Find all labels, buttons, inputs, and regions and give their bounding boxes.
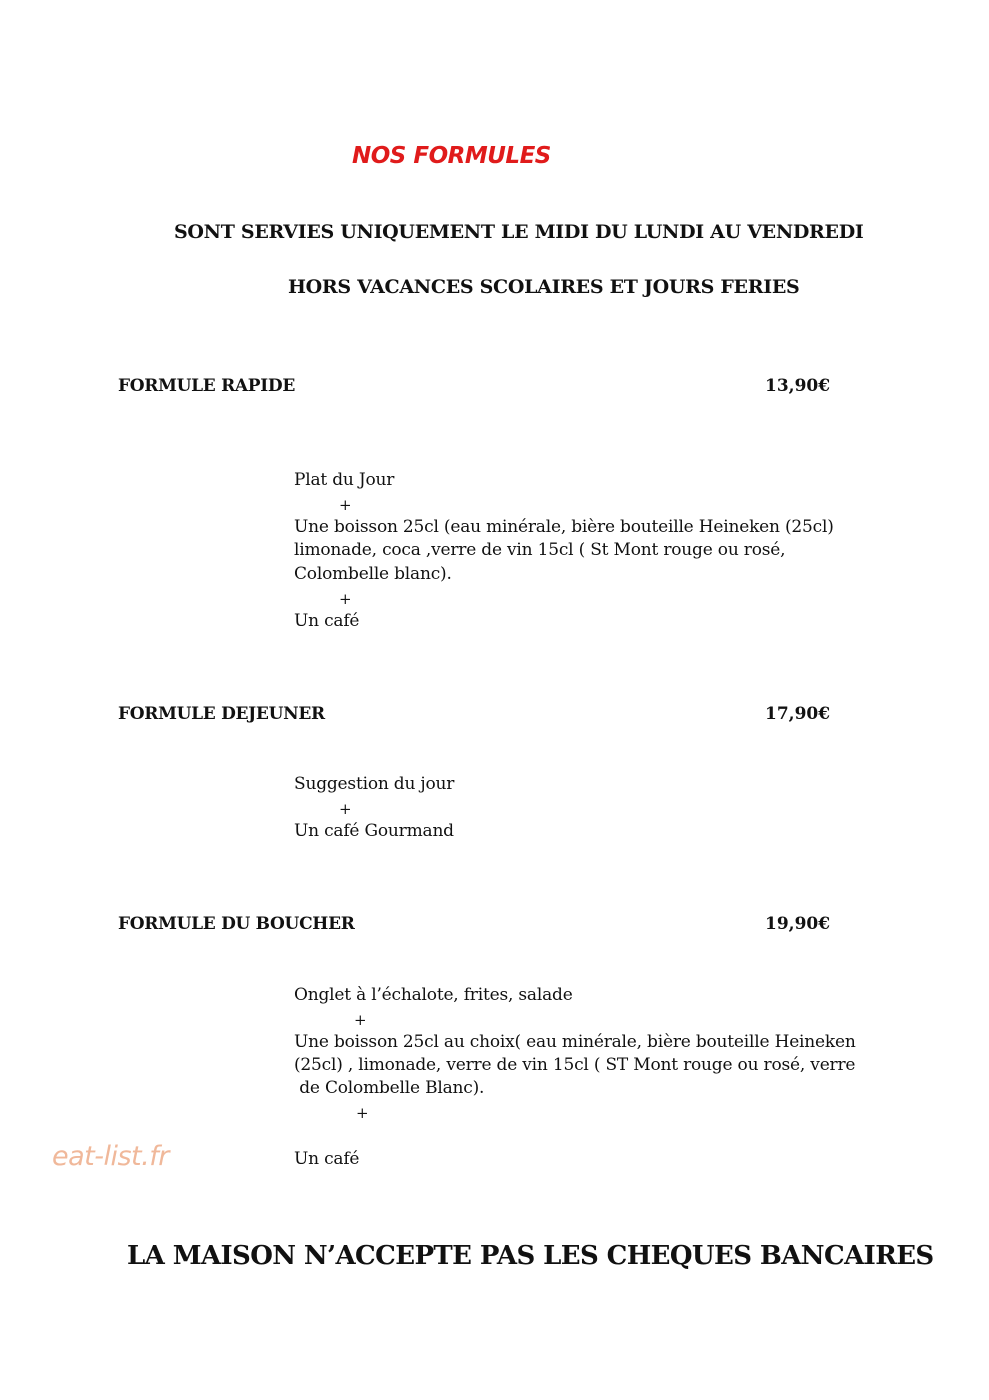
formula-boucher-price: 19,90€	[765, 914, 831, 934]
formula-rapide-line: Plat du Jour	[294, 470, 395, 490]
formula-boucher-line: Une boisson 25cl au choix( eau minérale, bière bouteille Heineken	[294, 1032, 856, 1052]
watermark: eat-list.fr	[52, 1141, 169, 1172]
plus-separator: +	[339, 496, 352, 514]
service-days-note: SONT SERVIES UNIQUEMENT LE MIDI DU LUNDI AU VENDREDI	[174, 221, 864, 243]
formula-boucher-line: Onglet à l’échalote, frites, salade	[294, 985, 573, 1005]
formula-boucher-line: Un café	[294, 1149, 360, 1169]
no-cheques-notice: LA MAISON N’ACCEPTE PAS LES CHEQUES BANCAIRES	[127, 1241, 934, 1271]
formula-rapide-name: FORMULE RAPIDE	[118, 376, 296, 396]
formula-rapide-line: limonade, coca ,verre de vin 15cl ( St Mont rouge ou rosé,	[294, 540, 786, 560]
formula-rapide-price: 13,90€	[765, 376, 831, 396]
formula-dejeuner-name: FORMULE DEJEUNER	[118, 704, 325, 724]
formula-rapide-line: Une boisson 25cl (eau minérale, bière bouteille Heineken (25cl)	[294, 517, 834, 537]
formula-dejeuner-line: Suggestion du jour	[294, 774, 455, 794]
formula-rapide-line: Colombelle blanc).	[294, 564, 452, 584]
formula-boucher-name: FORMULE DU BOUCHER	[118, 914, 355, 934]
exclusions-note: HORS VACANCES SCOLAIRES ET JOURS FERIES	[288, 276, 800, 298]
plus-separator: +	[354, 1011, 367, 1029]
menu-title: NOS FORMULES	[352, 143, 551, 169]
formula-boucher-line: de Colombelle Blanc).	[294, 1078, 485, 1098]
plus-separator: +	[339, 590, 352, 608]
formula-rapide-line: Un café	[294, 611, 360, 631]
formula-dejeuner-price: 17,90€	[765, 704, 831, 724]
plus-separator: +	[356, 1104, 369, 1122]
formula-dejeuner-line: Un café Gourmand	[294, 821, 454, 841]
formula-boucher-line: (25cl) , limonade, verre de vin 15cl ( ST Mont rouge ou rosé, verre	[294, 1055, 856, 1075]
plus-separator: +	[339, 800, 352, 818]
